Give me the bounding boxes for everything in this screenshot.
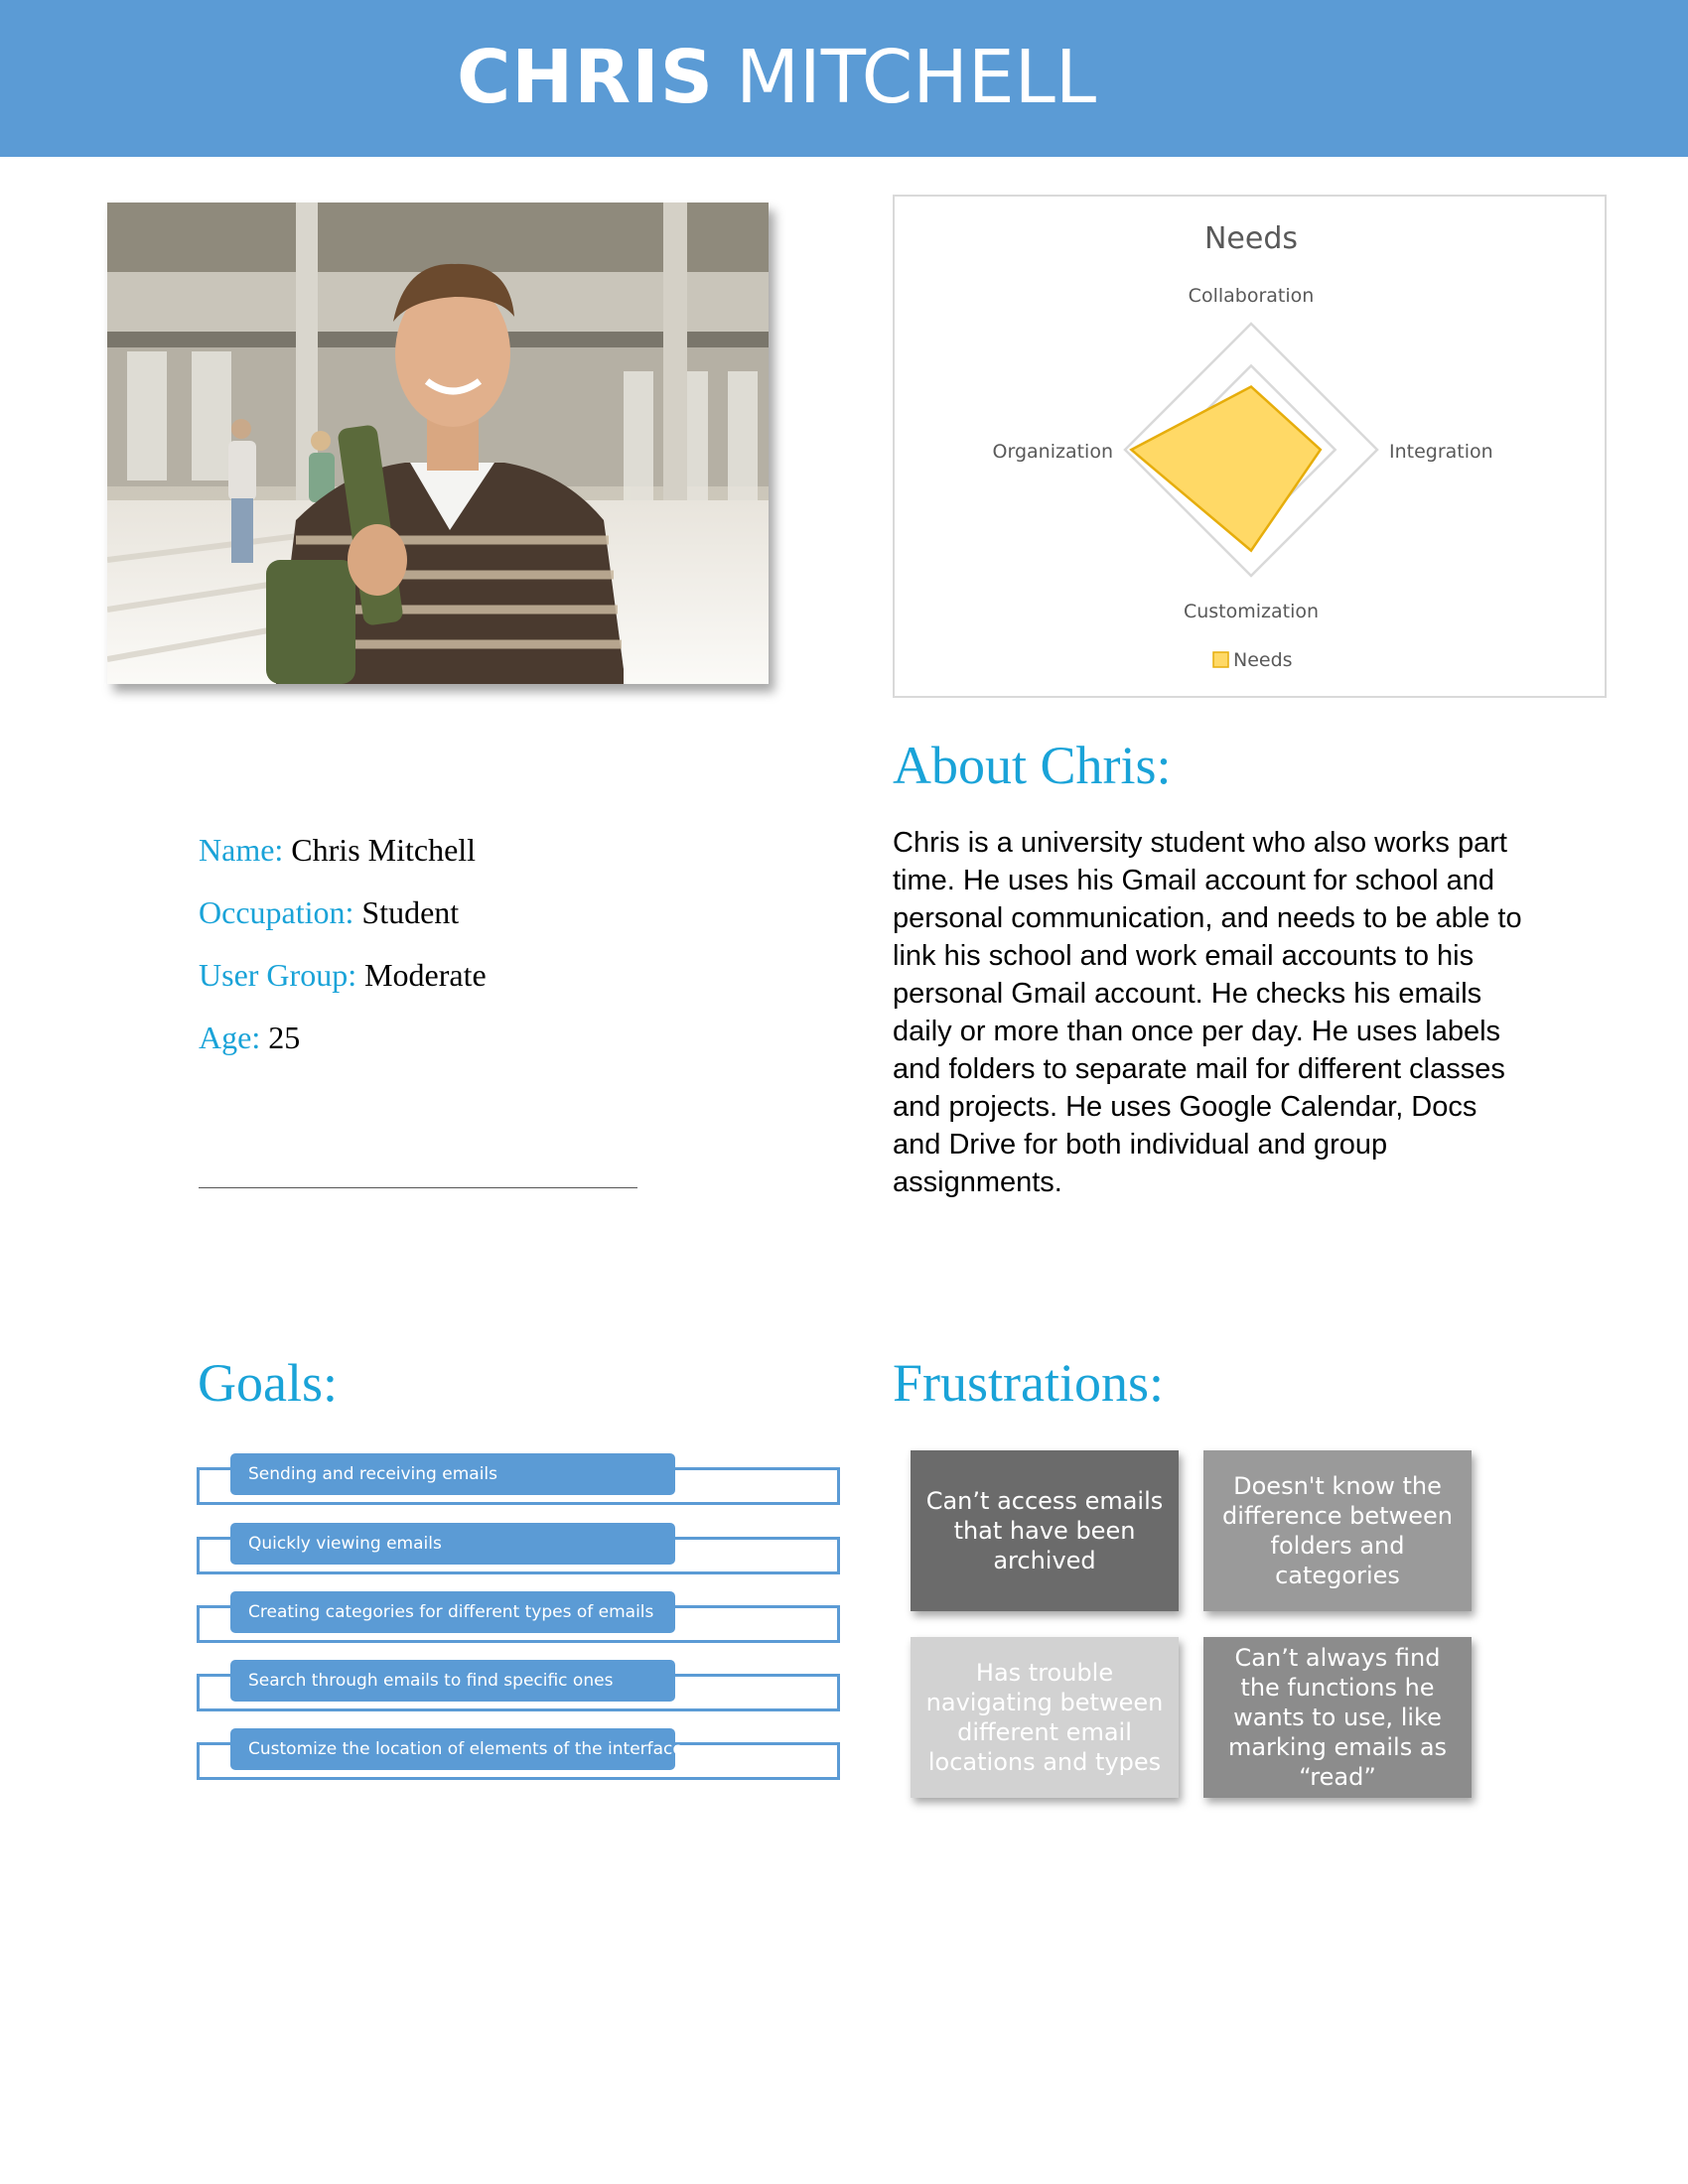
user-group-label: User Group: xyxy=(199,957,357,993)
chart-title: Needs xyxy=(1203,221,1299,256)
frustrations-heading: Frustrations: xyxy=(893,1353,1165,1413)
profile-name-row xyxy=(199,830,476,870)
persona-last-name: MITCHELL xyxy=(736,35,1097,120)
divider-line xyxy=(199,1187,637,1188)
goal-item xyxy=(197,1660,842,1721)
goals-heading: Goals: xyxy=(198,1353,338,1413)
frustration-text: Can’t always find the functions he wants to use, like marking emails as “read” xyxy=(1227,1644,1448,1791)
goal-item xyxy=(197,1453,842,1515)
occupation-value: Student xyxy=(361,894,460,930)
goal-label: Customize the location of elements of the interface xyxy=(230,1728,675,1770)
radar-series xyxy=(1131,387,1321,551)
frustration-text: Can’t access emails that have been archived xyxy=(925,1487,1164,1574)
persona-first-name: CHRIS xyxy=(457,35,715,120)
frustration-card xyxy=(1203,1637,1472,1798)
frustration-text: Doesn't know the difference between folders and categories xyxy=(1222,1472,1453,1589)
radar-axis-label: Collaboration xyxy=(1188,285,1315,307)
profile-age-row xyxy=(199,1018,300,1057)
goal-item xyxy=(197,1523,842,1584)
radar-series-area xyxy=(1131,387,1321,551)
profile-user-group-row xyxy=(199,955,487,995)
chart-legend xyxy=(1213,649,1293,671)
frustration-card xyxy=(1203,1450,1472,1611)
radar-axis-label: Integration xyxy=(1389,441,1493,463)
user-group-value: Moderate xyxy=(364,957,487,993)
needs-radar-svg xyxy=(895,197,1605,696)
persona-name-title xyxy=(457,36,1096,119)
legend-label: Needs xyxy=(1233,649,1293,671)
name-label: Name: xyxy=(199,832,284,868)
frustration-text: Has trouble navigating between different email locations and types xyxy=(925,1659,1164,1776)
header-banner xyxy=(0,0,1688,157)
persona-photo-image xyxy=(107,203,769,684)
age-label: Age: xyxy=(199,1020,261,1055)
about-text: Chris is a university student who also works part time. He uses his Gmail account for school and personal communication, and needs to be able to link his school and work email accounts to his personal Gmail account. He checks his emails daily or more than once per day. He uses labels and folders to separate mail for different classes and projects. He uses Google Calendar, Docs and Drive for both individual and group assignments. xyxy=(893,827,1522,1198)
legend-swatch xyxy=(1213,652,1228,667)
goal-label: Sending and receiving emails xyxy=(230,1453,675,1495)
name-value: Chris Mitchell xyxy=(291,832,477,868)
frustration-card xyxy=(911,1450,1179,1611)
profile-occupation-row xyxy=(199,892,459,932)
occupation-label: Occupation: xyxy=(199,894,354,930)
age-value: 25 xyxy=(268,1020,301,1055)
goal-item xyxy=(197,1591,842,1653)
goal-label: Creating categories for different types of emails xyxy=(230,1591,675,1633)
goal-label: Quickly viewing emails xyxy=(230,1523,675,1565)
goal-item xyxy=(197,1728,842,1790)
radar-axis-label: Customization xyxy=(1183,601,1320,622)
goal-label: Search through emails to find specific ones xyxy=(230,1660,675,1702)
radar-axis-label: Organization xyxy=(992,441,1113,463)
frustration-card xyxy=(911,1637,1179,1798)
needs-chart xyxy=(893,195,1607,698)
about-heading: About Chris: xyxy=(893,736,1172,795)
persona-photo xyxy=(107,203,769,684)
